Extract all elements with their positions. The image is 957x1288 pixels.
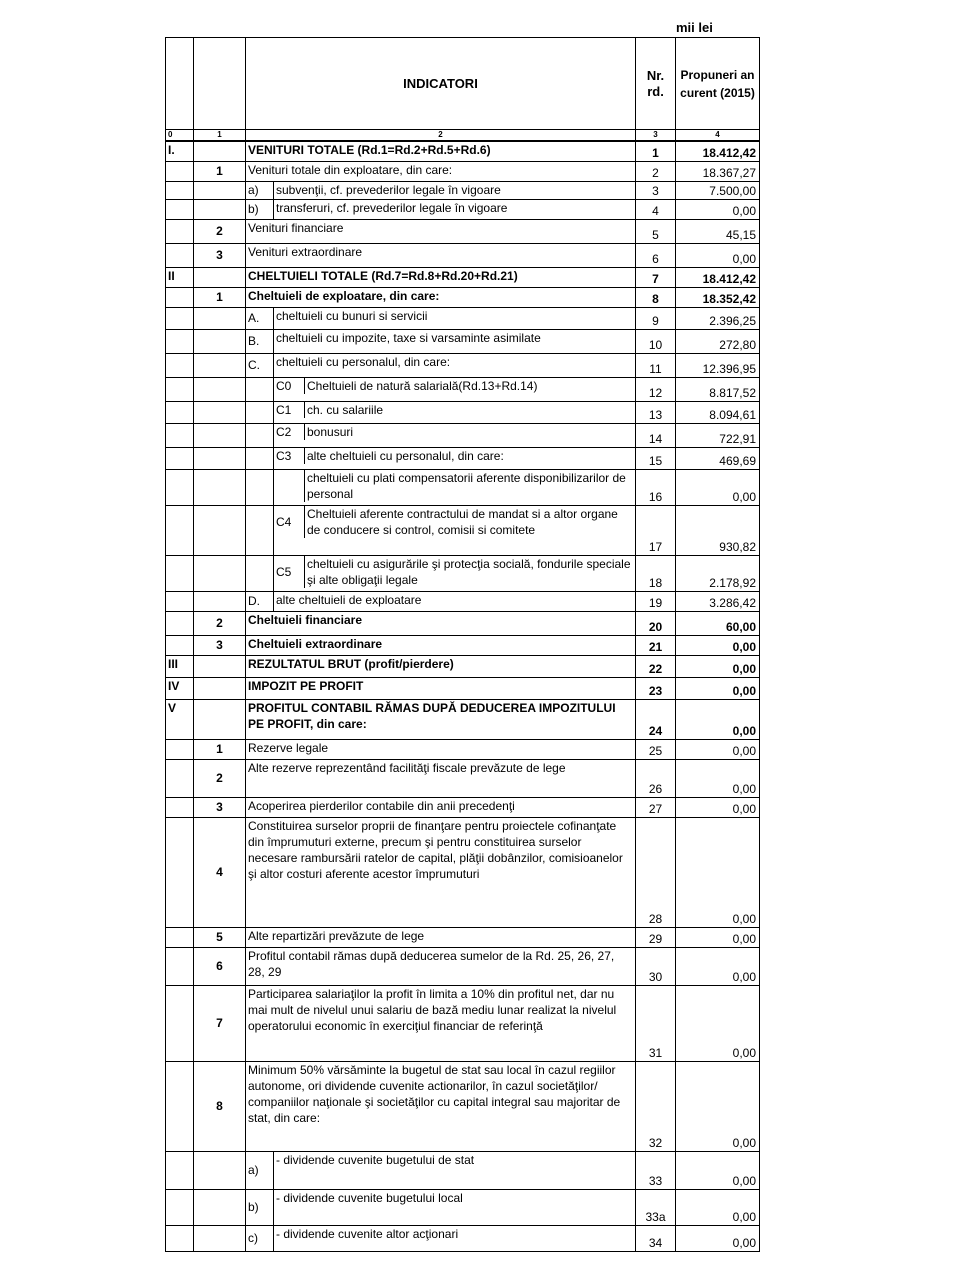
row-number-cell: 7 [636,267,676,287]
table-row [166,423,760,447]
value-cell: 18.367,27 [676,161,760,181]
col-index-0: 0 [166,130,194,142]
value-cell: 0,00 [676,985,760,1061]
header-propuneri: Propuneri an curent (2015) [676,38,760,130]
value-cell: 0,00 [676,927,760,947]
table-row [166,505,760,555]
value-cell: 18.412,42 [676,141,760,161]
row-number-cell: 33 [636,1151,676,1189]
row-number-cell: 11 [636,353,676,377]
roman-numeral-cell [166,947,194,985]
value-cell: 12.396,95 [676,353,760,377]
col-index-4: 4 [676,130,760,142]
row-number-cell: 14 [636,423,676,447]
column-index-row [166,130,760,142]
indicator-text: ch. cu salariile [307,402,384,417]
sub-letter-cell: D. [246,591,274,611]
indicator-text: Venituri extraordinare [246,243,636,267]
sub-letter-cell: b) [246,199,274,219]
sub-letter-cell [246,377,274,401]
roman-numeral-cell [166,329,194,353]
row-number-cell: 4 [636,199,676,219]
col-index-1: 1 [194,130,246,142]
indicator-cell [274,423,636,447]
value-cell: 0,00 [676,635,760,655]
section-number-cell: 1 [194,287,246,307]
section-number-cell [194,199,246,219]
row-number-cell: 25 [636,739,676,759]
roman-numeral-cell [166,377,194,401]
indicator-cell [274,469,636,505]
sub-letter-cell: c) [246,1225,274,1251]
section-number-cell: 1 [194,161,246,181]
roman-numeral-cell [166,739,194,759]
section-number-cell [194,677,246,699]
table-row [166,1151,760,1189]
row-number-cell: 34 [636,1225,676,1251]
value-cell: 18.412,42 [676,267,760,287]
sub-letter-cell [246,469,274,505]
sub-code: C5 [274,556,305,588]
section-number-cell [194,329,246,353]
indicator-text: Profitul contabil rămas după deducerea sumelor de la Rd. 25, 26, 27, 28, 29 [246,947,636,985]
roman-numeral-cell [166,1189,194,1225]
header-indicatori: INDICATORI [246,38,636,130]
roman-numeral-cell [166,1151,194,1189]
row-number-cell: 22 [636,655,676,677]
section-number-cell [194,267,246,287]
sub-letter-cell [246,447,274,469]
value-cell: 8.817,52 [676,377,760,401]
indicator-text: Minimum 50% vărsăminte la bugetul de stat sau local în cazul regiilor autonome, ori dividende cuvenite actionarilor, în cazul societăţilor/ companiilor naţionale şi societăţilor cu capital integral sau majoritar de stat, din care: [246,1061,636,1151]
row-number-cell: 16 [636,469,676,505]
table-row [166,759,760,797]
indicator-text: Participarea salariaţilor la profit în limita a 10% din profitul net, dar nu mai mult de nivelul unui salariu de bază mediu lunar realizat la nivelul operatorului economic în exerciţiul financiar de referinţă [246,985,636,1061]
roman-numeral-cell [166,447,194,469]
section-number-cell [194,469,246,505]
section-number-cell: 7 [194,985,246,1061]
indicator-text: Acoperirea pierderilor contabile din anii precedenţi [246,797,636,817]
indicator-text: Venituri financiare [246,219,636,243]
section-number-cell: 4 [194,817,246,927]
section-number-cell [194,1151,246,1189]
section-number-cell [194,423,246,447]
value-cell: 0,00 [676,655,760,677]
section-number-cell [194,699,246,739]
row-number-cell: 30 [636,947,676,985]
roman-numeral-cell: II [166,267,194,287]
value-cell: 0,00 [676,699,760,739]
value-cell: 8.094,61 [676,401,760,423]
section-number-cell: 2 [194,759,246,797]
sub-letter-cell [246,423,274,447]
table-row [166,817,760,927]
table-row [166,555,760,591]
table-row [166,677,760,699]
row-number-cell: 20 [636,611,676,635]
roman-numeral-cell [166,307,194,329]
value-cell: 0,00 [676,739,760,759]
row-number-cell: 9 [636,307,676,329]
table-row [166,377,760,401]
indicator-text: Alte rezerve reprezentând facilităţi fiscale prevăzute de lege [246,759,636,797]
indicator-text: - dividende cuvenite bugetului local [274,1189,636,1225]
table-row [166,469,760,505]
row-number-cell: 27 [636,797,676,817]
indicator-text: Cheltuieli financiare [246,611,636,635]
value-cell: 7.500,00 [676,181,760,199]
section-number-cell [194,401,246,423]
sub-letter-cell: b) [246,1189,274,1225]
roman-numeral-cell: V [166,699,194,739]
row-number-cell: 1 [636,141,676,161]
section-number-cell [194,181,246,199]
roman-numeral-cell [166,759,194,797]
indicator-text: VENITURI TOTALE (Rd.1=Rd.2+Rd.5+Rd.6) [246,141,636,161]
table-row [166,219,760,243]
roman-numeral-cell [166,287,194,307]
sub-code: C4 [274,506,305,538]
value-cell: 0,00 [676,469,760,505]
indicator-text: cheltuieli cu personalul, din care: [274,353,636,377]
sub-letter-cell: a) [246,1151,274,1189]
value-cell: 0,00 [676,1225,760,1251]
roman-numeral-cell [166,817,194,927]
indicator-text: Venituri totale din exploatare, din care: [246,161,636,181]
col-index-2: 2 [246,130,636,142]
table-row [166,141,760,161]
section-number-cell: 8 [194,1061,246,1151]
section-number-cell [194,377,246,401]
roman-numeral-cell [166,555,194,591]
value-cell: 18.352,42 [676,287,760,307]
indicator-text: Cheltuieli de natură salarială(Rd.13+Rd.14) [307,378,538,393]
roman-numeral-cell [166,635,194,655]
indicator-text: PROFITUL CONTABIL RĂMAS DUPĂ DEDUCEREA IMPOZITULUI PE PROFIT, din care: [246,699,636,739]
indicator-text: Cheltuieli de exploatare, din care: [246,287,636,307]
roman-numeral-cell [166,243,194,267]
indicator-text: - dividende cuvenite bugetului de stat [274,1151,636,1189]
header-col1 [194,38,246,130]
table-row [166,655,760,677]
sub-code: C1 [274,402,305,418]
table-row [166,739,760,759]
row-number-cell: 12 [636,377,676,401]
indicators-table [165,37,760,1252]
indicator-cell [274,401,636,423]
section-number-cell: 3 [194,797,246,817]
header-col0 [166,38,194,130]
table-row [166,287,760,307]
roman-numeral-cell [166,219,194,243]
roman-numeral-cell [166,1225,194,1251]
section-number-cell: 1 [194,739,246,759]
roman-numeral-cell [166,181,194,199]
value-cell: 2.396,25 [676,307,760,329]
value-cell: 722,91 [676,423,760,447]
section-number-cell [194,505,246,555]
indicator-text: alte cheltuieli cu personalul, din care: [307,448,504,463]
row-number-cell: 13 [636,401,676,423]
section-number-cell [194,141,246,161]
section-number-cell [194,307,246,329]
row-number-cell: 5 [636,219,676,243]
row-number-cell: 32 [636,1061,676,1151]
indicator-text: Alte repartizări prevăzute de lege [246,927,636,947]
table-row [166,1225,760,1251]
table-row [166,611,760,635]
indicator-cell [274,447,636,469]
indicator-text: cheltuieli cu plati compensatorii aferente disponibilizarilor de personal [307,470,626,501]
value-cell: 930,82 [676,505,760,555]
roman-numeral-cell [166,199,194,219]
sub-letter-cell: A. [246,307,274,329]
roman-numeral-cell [166,591,194,611]
header-nr: Nr. rd. [636,38,676,130]
roman-numeral-cell [166,797,194,817]
section-number-cell [194,353,246,377]
unit-label: mii lei [676,20,713,35]
table-row [166,447,760,469]
row-number-cell: 8 [636,287,676,307]
indicator-text: transferuri, cf. prevederilor legale în vigoare [274,199,636,219]
table-row [166,181,760,199]
indicator-text: IMPOZIT PE PROFIT [246,677,636,699]
table-row [166,267,760,287]
sub-code: C3 [274,448,305,464]
sub-letter-cell: a) [246,181,274,199]
roman-numeral-cell: III [166,655,194,677]
sub-letter-cell: C. [246,353,274,377]
table-row [166,947,760,985]
table-row [166,161,760,181]
value-cell: 0,00 [676,797,760,817]
section-number-cell [194,1225,246,1251]
indicator-cell [274,555,636,591]
table-row [166,329,760,353]
row-number-cell: 6 [636,243,676,267]
table-row [166,1189,760,1225]
section-number-cell: 2 [194,219,246,243]
value-cell: 0,00 [676,1061,760,1151]
row-number-cell: 29 [636,927,676,947]
section-number-cell [194,591,246,611]
roman-numeral-cell [166,161,194,181]
value-cell: 2.178,92 [676,555,760,591]
section-number-cell [194,655,246,677]
row-number-cell: 15 [636,447,676,469]
row-number-cell: 18 [636,555,676,591]
sub-letter-cell: B. [246,329,274,353]
sub-letter-cell [246,555,274,591]
section-number-cell: 6 [194,947,246,985]
section-number-cell: 2 [194,611,246,635]
value-cell: 3.286,42 [676,591,760,611]
sub-code [274,470,305,502]
sub-letter-cell [246,505,274,555]
roman-numeral-cell [166,505,194,555]
sub-code: C2 [274,424,305,440]
roman-numeral-cell [166,353,194,377]
indicator-text: cheltuieli cu bunuri si servicii [274,307,636,329]
indicator-text: bonusuri [307,424,354,439]
section-number-cell: 3 [194,635,246,655]
roman-numeral-cell [166,423,194,447]
section-number-cell: 5 [194,927,246,947]
indicator-text: REZULTATUL BRUT (profit/pierdere) [246,655,636,677]
value-cell: 0,00 [676,243,760,267]
indicator-text: alte cheltuieli de exploatare [274,591,636,611]
table-row [166,797,760,817]
roman-numeral-cell: IV [166,677,194,699]
value-cell: 0,00 [676,677,760,699]
indicator-text: cheltuieli cu asigurările şi protecţia socială, fondurile speciale şi alte obligaţii legale [307,556,631,587]
row-number-cell: 23 [636,677,676,699]
table-row [166,353,760,377]
value-cell: 0,00 [676,1151,760,1189]
table-row [166,699,760,739]
value-cell: 0,00 [676,1189,760,1225]
table-row [166,635,760,655]
table-row [166,401,760,423]
sub-letter-cell [246,401,274,423]
indicator-text: Cheltuieli extraordinare [246,635,636,655]
col-index-3: 3 [636,130,676,142]
row-number-cell: 3 [636,181,676,199]
header-row [166,38,760,130]
row-number-cell: 26 [636,759,676,797]
section-number-cell: 3 [194,243,246,267]
table-row [166,1061,760,1151]
row-number-cell: 19 [636,591,676,611]
indicator-text: Constituirea surselor proprii de finanţare pentru proiectele cofinanţate din împrumuturi externe, precum şi pentru constituirea surselor necesare rambursării ratelor de capital, plăţii dobânzilor, comisioanelor şi altor costuri aferente acestor împrumuturi [246,817,636,927]
value-cell: 0,00 [676,947,760,985]
roman-numeral-cell [166,985,194,1061]
indicator-text: - dividende cuvenite altor acţionari [274,1225,636,1251]
value-cell: 0,00 [676,199,760,219]
indicator-text: CHELTUIELI TOTALE (Rd.7=Rd.8+Rd.20+Rd.21) [246,267,636,287]
table-row [166,985,760,1061]
roman-numeral-cell [166,469,194,505]
value-cell: 60,00 [676,611,760,635]
row-number-cell: 33a [636,1189,676,1225]
row-number-cell: 2 [636,161,676,181]
section-number-cell [194,447,246,469]
value-cell: 272,80 [676,329,760,353]
row-number-cell: 28 [636,817,676,927]
row-number-cell: 31 [636,985,676,1061]
table-row [166,927,760,947]
row-number-cell: 17 [636,505,676,555]
roman-numeral-cell [166,1061,194,1151]
value-cell: 469,69 [676,447,760,469]
value-cell: 0,00 [676,817,760,927]
section-number-cell [194,555,246,591]
value-cell: 45,15 [676,219,760,243]
indicator-cell [274,377,636,401]
sub-code: C0 [274,378,305,394]
roman-numeral-cell [166,401,194,423]
value-cell: 0,00 [676,759,760,797]
indicator-text: subvenţii, cf. prevederilor legale în vigoare [274,181,636,199]
table-row [166,243,760,267]
table-row [166,591,760,611]
roman-numeral-cell [166,611,194,635]
table-row [166,307,760,329]
row-number-cell: 21 [636,635,676,655]
indicator-cell [274,505,636,555]
roman-numeral-cell: I. [166,141,194,161]
roman-numeral-cell [166,927,194,947]
indicator-text: cheltuieli cu impozite, taxe si varsaminte asimilate [274,329,636,353]
row-number-cell: 24 [636,699,676,739]
indicator-text: Cheltuieli aferente contractului de mandat si a altor organe de conducere si control, comisii si comitete [307,506,618,537]
table-row [166,199,760,219]
indicator-text: Rezerve legale [246,739,636,759]
row-number-cell: 10 [636,329,676,353]
section-number-cell [194,1189,246,1225]
